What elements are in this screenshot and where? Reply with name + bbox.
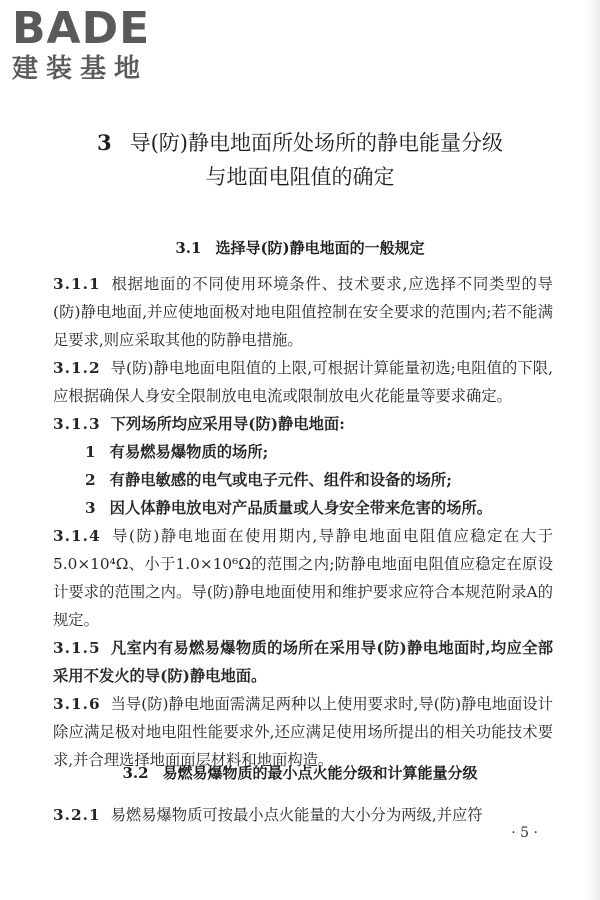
- chapter-heading: [0, 126, 600, 194]
- logo-subtitle: 建装基地: [12, 54, 149, 84]
- section-number: 3.2: [122, 764, 149, 782]
- page-edge-shadow: [586, 0, 600, 900]
- clause-text: 下列场所均应采用导(防)静电地面:: [110, 415, 345, 433]
- chapter-title-line2: 与地面电阻值的确定: [205, 165, 395, 189]
- clause-number: 3.1.4: [53, 527, 101, 545]
- section-body-3-2: [53, 801, 553, 829]
- list-item: [53, 438, 553, 466]
- section-heading-3-1: [0, 237, 600, 258]
- list-item-text: 有静电敏感的电气或电子元件、组件和设备的场所;: [109, 471, 452, 489]
- chapter-title-line1: [0, 126, 600, 160]
- clause-3-1-4: [53, 522, 553, 634]
- section-title: 选择导(防)静电地面的一般规定: [215, 239, 425, 257]
- logo-wordmark: BADE: [12, 3, 151, 54]
- clause-number: 3.1.1: [53, 275, 101, 293]
- list-item-number: 2: [85, 471, 96, 489]
- list-item-number: 1: [85, 443, 96, 461]
- list-item-text: 有易燃易爆物质的场所;: [109, 443, 269, 461]
- list-item: [53, 494, 553, 522]
- clause-3-1-3: [53, 410, 553, 438]
- section-body-3-1: [53, 270, 553, 774]
- section-heading-3-2: [0, 762, 600, 783]
- list-item: [53, 466, 553, 494]
- bade-logo: [12, 3, 182, 84]
- clause-number: 3.2.1: [53, 806, 101, 824]
- list-item-number: 3: [85, 499, 96, 517]
- clause-text: 易燃易爆物质可按最小点火能量的大小分为两级,并应符: [110, 806, 483, 824]
- clause-text: 当导(防)静电地面需满足两种以上使用要求时,导(防)静电地面设计除应满足极对地电阻性能要求外,还应满足使用场所提出的相关功能技术要求,并合理选择地面面层材料和地面构造。: [53, 695, 553, 769]
- chapter-number: 3: [96, 130, 112, 155]
- clause-text: 凡室内有易燃易爆物质的场所在采用导(防)静电地面时,均应全部采用不发火的导(防)静电地面。: [53, 639, 553, 685]
- section-number: 3.1: [175, 239, 202, 257]
- page-number: · 5 ·: [511, 825, 538, 841]
- clause-text: 根据地面的不同使用环境条件、技术要求,应选择不同类型的导(防)静电地面,并应使地面极对地电阻值控制在安全要求的范围内;若不能满足要求,则应采取其他的防静电措施。: [53, 275, 553, 349]
- clause-text: 导(防)静电地面电阻值的上限,可根据计算能量初选;电阻值的下限,应根据确保人身安全限制放电电流或限制放电火花能量等要求确定。: [53, 359, 553, 405]
- clause-3-1-5: [53, 634, 553, 690]
- clause-number: 3.1.6: [53, 695, 101, 713]
- list-item-text: 因人体静电放电对产品质量或人身安全带来危害的场所。: [109, 499, 493, 517]
- clause-3-2-1: [53, 801, 553, 829]
- clause-3-1-1: [53, 270, 553, 354]
- clause-text: 导(防)静电地面在使用期内,导静电地面电阻值应稳定在大于5.0×10⁴Ω、小于1.0×10⁶Ω的范围之内;防静电地面电阻值应稳定在原设计要求的范围之内。导(防)静电地面使用和维护要求应符合本规范附录A的规定。: [53, 527, 553, 629]
- clause-number: 3.1.3: [53, 415, 101, 433]
- section-title: 易燃易爆物质的最小点火能分级和计算能量分级: [162, 764, 478, 782]
- chapter-title-text-1: 导(防)静电地面所处场所的静电能量分级: [129, 131, 503, 155]
- clause-number: 3.1.2: [53, 359, 101, 377]
- clause-number: 3.1.5: [53, 639, 101, 657]
- clause-3-1-2: [53, 354, 553, 410]
